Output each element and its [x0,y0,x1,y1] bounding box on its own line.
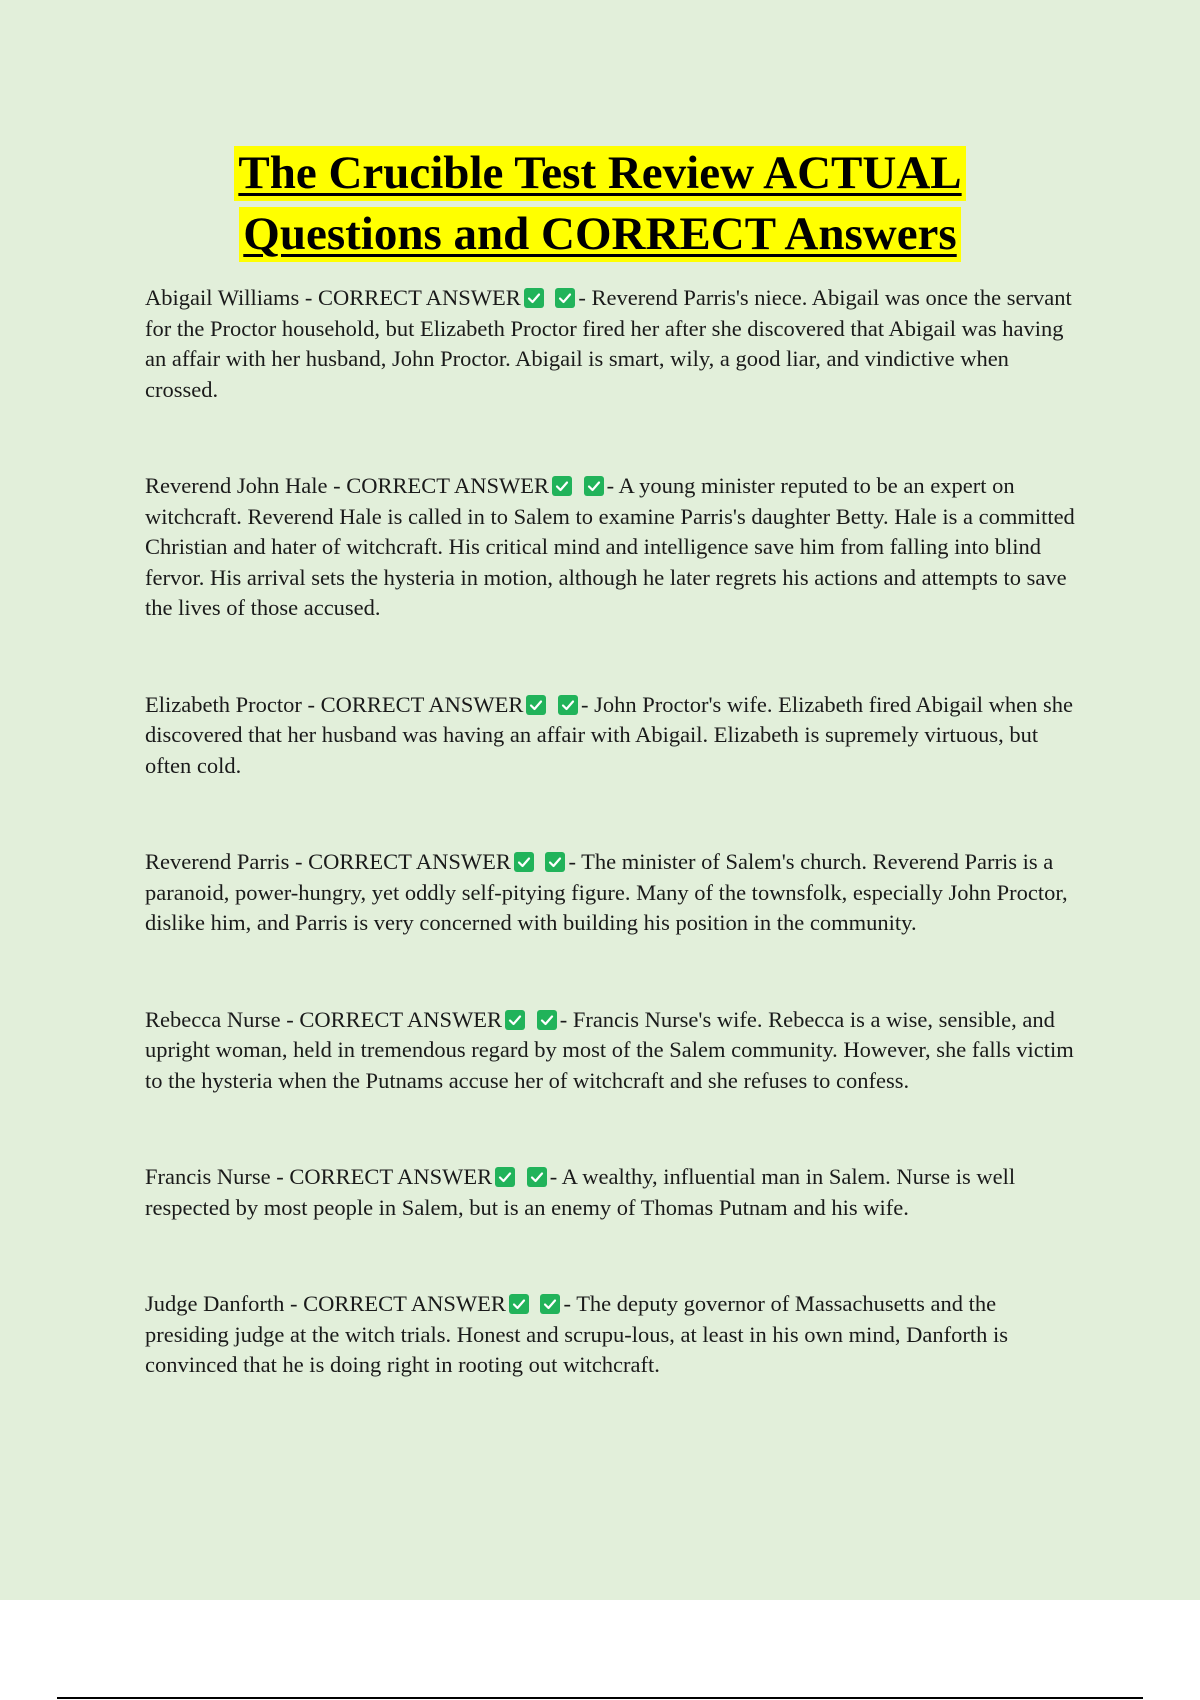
qa-entry: Abigail Williams - CORRECT ANSWER - Reverend Parris's niece. Abigail was once the servant for the Proctor household, but Elizabeth Proctor fired her after she discovered that Abigail was having an affair with her husband, John Proctor. Abigail is smart, wily, a good liar, and vindictive when crossed. [145,285,1072,402]
entry-answer: A young minister reputed to be an expert on witchcraft. Reverend Hale is called in to Salem to examine Parris's daughter Betty. Hale is a committed Christian and hater of witchcraft. His critical mind and intelligence save him from falling into blind fervor. His arrival sets the hysteria in motion, although he later regrets his actions and attempts to save the lives of those accused. [145,473,1075,620]
entry-answer: John Proctor's wife. Elizabeth fired Abigail when she discovered that her husband was having an affair with Abigail. Elizabeth is supremely virtuous, but often cold. [145,691,1074,778]
title-line-2: Questions and CORRECT Answers [239,207,960,262]
entry-marker: CORRECT ANSWER [303,1291,506,1316]
entry-answer: Francis Nurse's wife. Rebecca is a wise, sensible, and upright woman, held in tremendous regard by most of the Salem community. However, she falls victim to the hysteria when the Putnams accuse her of witchcraft and she refuses to confess. [145,1006,1074,1093]
qa-entry: Reverend Parris - CORRECT ANSWER - The minister of Salem's church. Reverend Parris is a paranoid, power-hungry, yet oddly self-pitying figure. Many of the townsfolk, especially John Proctor, dislike him, and Parris is very concerned with building his position in the community. [145,849,1068,935]
check-icon [540,1294,560,1314]
entry-marker: CORRECT ANSWER [299,1006,503,1032]
entry-term: Abigail Williams [145,285,300,310]
qa-list [145,283,1085,1447]
qa-entry: Judge Danforth - CORRECT ANSWER - The deputy governor of Massachusetts and the presiding judge at the witch trials. Honest and scrupu-lous, at least in his own mind, Danforth is convinced that he is doing right in rooting out witchcraft. [145,1291,1008,1377]
check-icon [514,852,534,872]
qa-entry: Francis Nurse - CORRECT ANSWER - A wealthy, influential man in Salem. Nurse is well respected by most people in Salem, but is an enemy of Thomas Putnam and his wife. [145,1164,1016,1220]
entry-answer: The deputy governor of Massachusetts and the presiding judge at the witch trials. Honest and scrupu-lous, at least in his own mind, Danforth is convinced that he is doing right in rooting out witchcraft. [145,1291,1008,1377]
entry-term: Judge Danforth [145,1291,285,1316]
entry-marker: CORRECT ANSWER [289,1164,493,1189]
check-icon [495,1167,515,1187]
entry-marker: CORRECT ANSWER [320,691,524,717]
entry-term: Reverend Parris [145,849,290,874]
check-icon [527,1167,547,1187]
check-icon [537,1010,557,1030]
check-icon [524,288,544,308]
entry-term: Reverend John Hale [145,473,328,498]
check-icon [526,695,546,715]
check-icon [555,288,575,308]
check-icon [558,695,578,715]
entry-answer: A wealthy, influential man in Salem. Nurse is well respected by most people in Salem, but is an enemy of Thomas Putnam and his wife. [145,1164,1016,1220]
entry-marker: CORRECT ANSWER [346,473,549,498]
document-title [0,146,1200,268]
check-icon [552,476,572,496]
entry-marker: CORRECT ANSWER [308,849,511,874]
qa-entry: Reverend John Hale - CORRECT ANSWER - A young minister reputed to be an expert on witchcraft. Reverend Hale is called in to Salem to examine Parris's daughter Betty. Hale is a committed Christian and hater of witchcraft. His critical mind and intelligence save him from falling into blind fervor. His arrival sets the hysteria in motion, although he later regrets his actions and attempts to save the lives of those accused. [145,473,1075,620]
qa-entry: Rebecca Nurse - CORRECT ANSWER - Francis Nurse's wife. Rebecca is a wise, sensible, and upright woman, held in tremendous regard by most of the Salem community. However, she falls victim to the hysteria when the Putnams accuse her of witchcraft and she refuses to confess. [145,1006,1074,1093]
entry-term: Francis Nurse [145,1164,271,1189]
qa-entry: Elizabeth Proctor - CORRECT ANSWER - John Proctor's wife. Elizabeth fired Abigail when she discovered that her husband was having an affair with Abigail. Elizabeth is supremely virtuous, but often cold. [145,691,1074,778]
entry-answer: Reverend Parris's niece. Abigail was once the servant for the Proctor household, but Elizabeth Proctor fired her after she discovered that Abigail was having an affair with her husband, John Proctor. Abigail is smart, wily, a good liar, and vindictive when crossed. [145,285,1072,402]
check-icon [584,476,604,496]
title-line-1: The Crucible Test Review ACTUAL [234,146,965,201]
check-icon [509,1294,529,1314]
check-icon [545,852,565,872]
check-icon [505,1010,525,1030]
entry-term: Rebecca Nurse [145,1006,281,1032]
entry-answer: The minister of Salem's church. Reverend Parris is a paranoid, power-hungry, yet oddly self-pitying figure. Many of the townsfolk, especially John Proctor, dislike him, and Parris is very concerned with building his position in the community. [145,849,1068,935]
entry-marker: CORRECT ANSWER [318,285,521,310]
entry-term: Elizabeth Proctor [145,691,302,717]
footer-divider [57,1697,1143,1699]
